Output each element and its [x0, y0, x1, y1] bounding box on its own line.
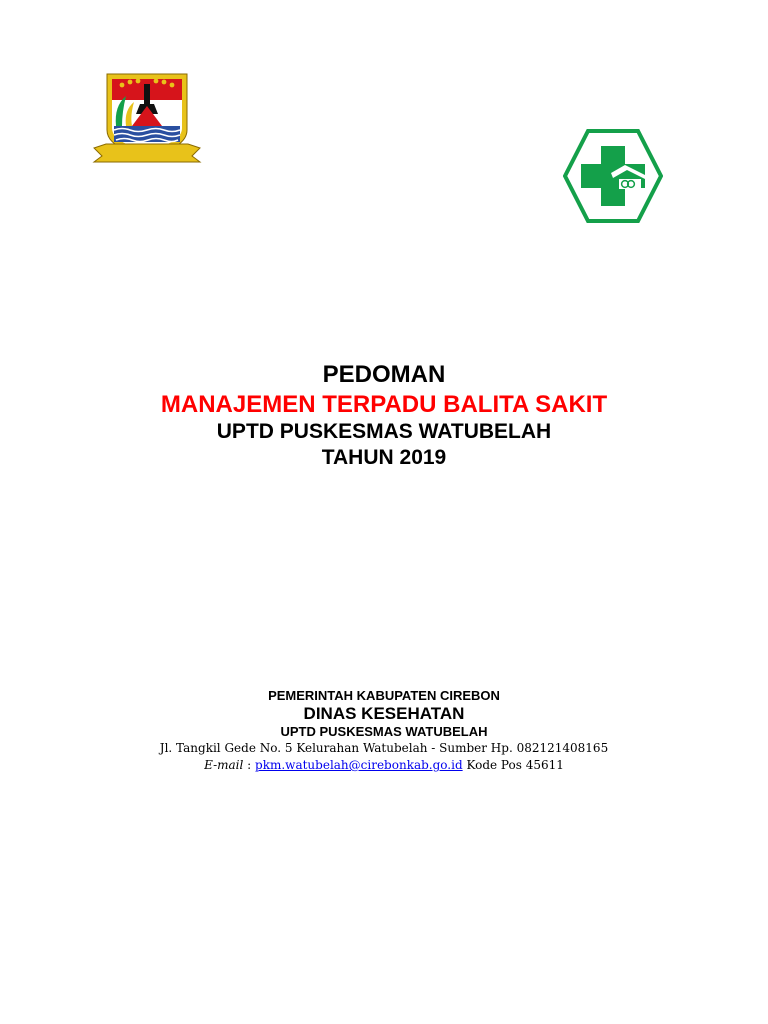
title-line-subject: MANAJEMEN TERPADU BALITA SAKIT [160, 391, 608, 418]
contact-line [0, 757, 768, 774]
department-name: DINAS KESEHATAN [303, 704, 465, 723]
government-name: PEMERINTAH KABUPATEN CIREBON [268, 688, 500, 703]
email-link[interactable]: pkm.watubelah@cirebonkab.go.id [255, 758, 463, 772]
postal-code: Kode Pos 45611 [462, 758, 564, 772]
puskesmas-cross-icon [563, 129, 663, 223]
letterhead-footer [0, 688, 768, 774]
unit-name: UPTD PUSKESMAS WATUBELAH [280, 724, 488, 739]
regency-coat-of-arms-icon [92, 70, 202, 170]
title-line-unit: UPTD PUSKESMAS WATUBELAH [216, 420, 552, 443]
title-line-pedoman: PEDOMAN [322, 361, 446, 388]
email-separator: : [243, 758, 256, 772]
document-title [0, 360, 768, 471]
address-line: Jl. Tangkil Gede No. 5 Kelurahan Watubelah - Sumber Hp. 082121408165 [159, 741, 609, 755]
title-line-year: TAHUN 2019 [321, 446, 447, 469]
email-label: E-mail [204, 758, 244, 772]
